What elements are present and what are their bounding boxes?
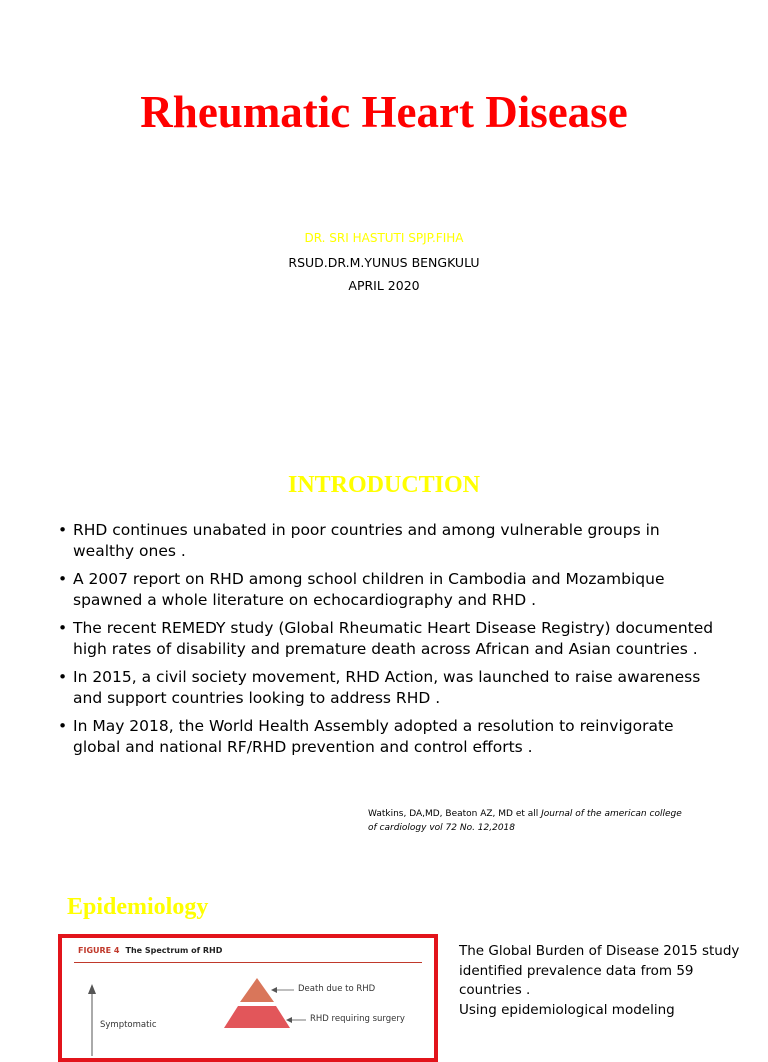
bullet-text: In 2015, a civil society movement, RHD Action, was launched to raise awareness and support countries looking to address RHD . xyxy=(73,668,701,707)
bullet-item xyxy=(58,569,718,610)
epidemiology-heading: Epidemiology xyxy=(67,894,209,920)
citation-authors: Watkins, DA,MD, Beaton AZ, MD et all xyxy=(368,809,542,819)
bullet-text: RHD continues unabated in poor countries and among vulnerable groups in wealthy ones . xyxy=(73,521,660,560)
bullet-text: In May 2018, the World Health Assembly adopted a resolution to reinvigorate global and national RF/RHD prevention and control efforts . xyxy=(73,717,674,756)
bullet-dot: • xyxy=(58,668,68,686)
label-arrowhead-death xyxy=(271,987,277,993)
bullet-dot: • xyxy=(58,717,68,735)
label-surgery: RHD requiring surgery xyxy=(310,1014,405,1024)
rhd-spectrum-figure xyxy=(58,934,438,1062)
author-name: DR. SRI HASTUTI SPJP.FIHA xyxy=(304,231,464,245)
epidemiology-slide xyxy=(0,860,768,1030)
bullet-text: The recent REMEDY study (Global Rheumatic Heart Disease Registry) documented high rates of disability and premature death across African and Asian countries . xyxy=(73,619,714,658)
bullet-dot: • xyxy=(58,521,68,539)
title-slide xyxy=(0,0,768,440)
bullet-item xyxy=(58,716,718,757)
figure-title: The Spectrum of RHD xyxy=(125,946,223,955)
pyramid-tier-death xyxy=(240,978,274,1002)
axis-arrow-head xyxy=(88,984,96,994)
figure-number: FIGURE 4 xyxy=(78,946,120,955)
label-arrowhead-surgery xyxy=(286,1017,292,1023)
citation-journal: Journal of the american college of cardiology vol 72 No. 12,2018 xyxy=(368,809,682,833)
bullet-dot: • xyxy=(58,619,68,637)
introduction-bullet-list xyxy=(58,520,718,765)
epidemiology-text xyxy=(459,942,759,1020)
institution-name: RSUD.DR.M.YUNUS BENGKULU xyxy=(288,255,480,270)
label-death: Death due to RHD xyxy=(298,984,376,994)
bullet-item xyxy=(58,520,718,561)
introduction-slide xyxy=(0,440,768,860)
bullet-item xyxy=(58,667,718,708)
presentation-date: APRIL 2020 xyxy=(348,278,420,293)
label-symptomatic: Symptomatic xyxy=(100,1020,157,1030)
citation xyxy=(368,807,688,835)
epi-paragraph: Using epidemiological modeling xyxy=(459,1001,675,1018)
pyramid-diagram xyxy=(62,938,434,1058)
bullet-item xyxy=(58,618,718,659)
slide-title: Rheumatic Heart Disease xyxy=(140,87,628,137)
epi-paragraph: The Global Burden of Disease 2015 study identified prevalence data from 59 countries . xyxy=(459,943,740,998)
bullet-text: A 2007 report on RHD among school children in Cambodia and Mozambique spawned a whole literature on echocardiography and RHD . xyxy=(73,570,665,609)
bullet-dot: • xyxy=(58,570,68,588)
pyramid-tier-surgery xyxy=(224,1006,290,1028)
introduction-heading: INTRODUCTION xyxy=(287,472,481,498)
